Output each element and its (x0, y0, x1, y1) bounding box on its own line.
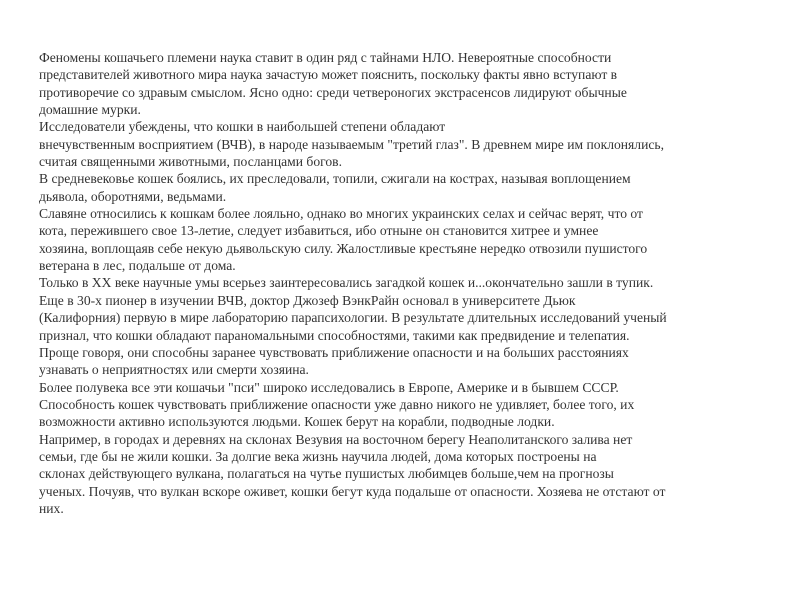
article-text (39, 49, 764, 517)
text-line: Более полувека все эти кошачьи "пси" широко исследовались в Европе, Америке и в бывшем СССР. (39, 379, 619, 395)
text-line: Только в XX веке научные умы всерьез заинтересовались загадкой кошек и...окончательно зашли в тупик. (39, 275, 654, 291)
text-line: кота, пережившего свое 13-летие, следует избавиться, ибо отныне он становится хитрее и умнее (39, 223, 599, 239)
text-line: (Калифорния) первую в мире лабораторию парапсихологии. В результате длительных исследований ученый (39, 310, 667, 326)
text-line: ветерана в лес, подальше от дома. (39, 258, 236, 274)
text-line: склонах действующего вулкана, полагаться на чутье пушистых любимцев больше,чем на прогнозы (39, 466, 614, 482)
text-line: ученых. Почуяв, что вулкан вскоре оживет, кошки бегут куда подальше от опасности. Хозяева не отстают от (39, 483, 666, 499)
text-line: узнавать о неприятностях или смерти хозяина. (39, 362, 309, 378)
text-line: семьи, где бы не жили кошки. За долгие века жизнь научила людей, дома которых построены на (39, 448, 597, 464)
text-line: противоречие со здравым смыслом. Ясно одно: среди четвероногих экстрасенсов лидируют обычные (39, 84, 627, 100)
text-line: считая священными животными, посланцами богов. (39, 154, 342, 170)
text-line: домашние мурки. (39, 102, 141, 118)
text-line: дьявола, оборотнями, ведьмами. (39, 188, 227, 204)
text-line: внечувственным восприятием (ВЧВ), в народе называемым "третий глаз". В древнем мире им поклонялись, (39, 136, 664, 152)
text-line: Проще говоря, они способны заранее чувствовать приближение опасности и на больших расстояниях (39, 344, 629, 360)
text-line: признал, что кошки обладают параномальными способностями, такими как предвидение и телепатия. (39, 327, 630, 343)
text-line: Славяне относились к кошкам более лояльно, однако во многих украинских селах и сейчас верят, что от (39, 206, 643, 222)
text-line: Способность кошек чувствовать приближение опасности уже давно никого не удивляет, более того, их (39, 396, 635, 412)
text-line: представителей животного мира наука зачастую может пояснить, поскольку факты явно вступают в (39, 67, 618, 83)
text-line: Исследователи убеждены, что кошки в наибольшей степени обладают (39, 119, 446, 135)
text-line: В средневековье кошек боялись, их преследовали, топили, сжигали на кострах, называя воплощением (39, 171, 631, 187)
text-line: Феномены кошачьего племени наука ставит в один ряд с тайнами НЛО. Невероятные способности (39, 50, 612, 65)
text-line: возможности активно используются людьми. Кошек берут на корабли, подводные лодки. (39, 414, 555, 430)
text-line: них. (39, 500, 64, 516)
text-line: хозяина, воплощаяв себе некую дьявольскую силу. Жалостливые крестьяне нередко отвозили пушистого (39, 240, 648, 256)
text-line: Еще в 30-х пионер в изучении ВЧВ, доктор Джозеф ВэнкРайн основал в университете Дьюк (39, 292, 576, 308)
text-line: Например, в городах и деревнях на склонах Везувия на восточном берегу Неаполитанского залива нет (39, 431, 633, 447)
